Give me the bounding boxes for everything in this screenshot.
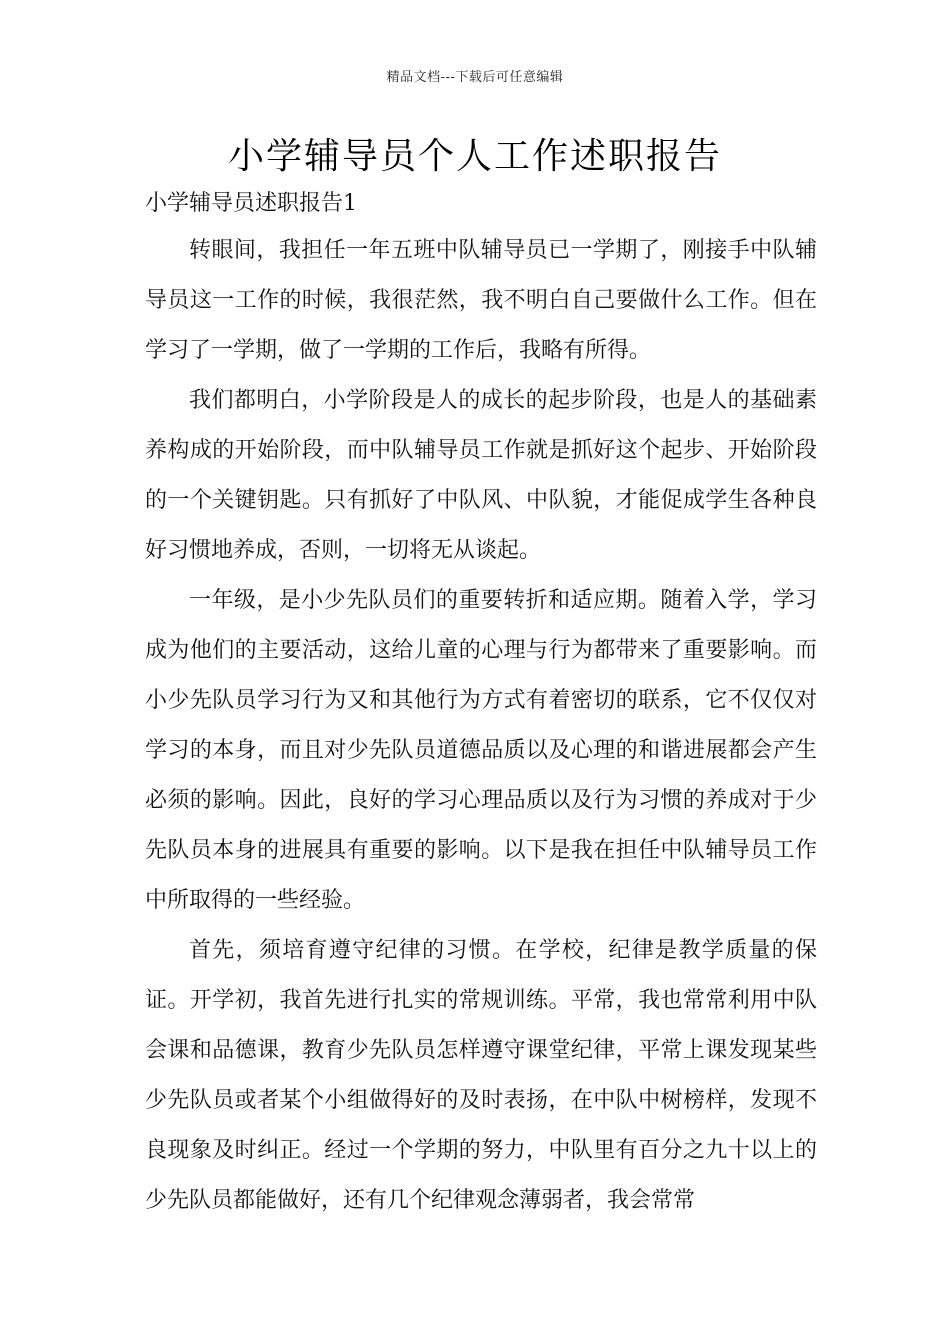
header-note: 精品文档---下载后可任意编辑 [386, 70, 564, 85]
body-text [145, 226, 817, 1226]
paragraph: 我们都明白，小学阶段是人的成长的起步阶段，也是人的基础素养构成的开始阶段，而中队辅导员工作就是抓好这个起步、开始阶段的一个关键钥匙。只有抓好了中队风、中队貌，才能促成学生各种良好习惯地养成，否则，一切将无从谈起。 [145, 388, 817, 563]
page-title: 小学辅导员个人工作述职报告 [227, 136, 722, 177]
paragraph: 首先，须培育遵守纪律的习惯。在学校，纪律是教学质量的保证。开学初，我首先进行扎实的常规训练。平常，我也常常利用中队会课和品德课，教育少先队员怎样遵守课堂纪律，平常上课发现某些少先队员或者某个小组做得好的及时表扬，在中队中树榜样，发现不良现象及时纠正。经过一个学期的努力，中队里有百分之九十以上的少先队员都能做好，还有几个纪律观念薄弱者，我会常常 [145, 938, 817, 1213]
section-subtitle: 小学辅导员述职报告1 [145, 191, 357, 216]
paragraph: 一年级，是小少先队员们的重要转折和适应期。随着入学，学习成为他们的主要活动，这给儿童的心理与行为都带来了重要影响。而小少先队员学习行为又和其他行为方式有着密切的联系，它不仅仅对学习的本身，而且对少先队员道德品质以及心理的和谐进展都会产生必须的影响。因此，良好的学习心理品质以及行为习惯的养成对于少先队员本身的进展具有重要的影响。以下是我在担任中队辅导员工作中所取得的一些经验。 [145, 588, 817, 913]
paragraph: 转眼间，我担任一年五班中队辅导员已一学期了，刚接手中队辅导员这一工作的时候，我很茫然，我不明白自己要做什么工作。但在学习了一学期，做了一学期的工作后，我略有所得。 [145, 238, 817, 363]
